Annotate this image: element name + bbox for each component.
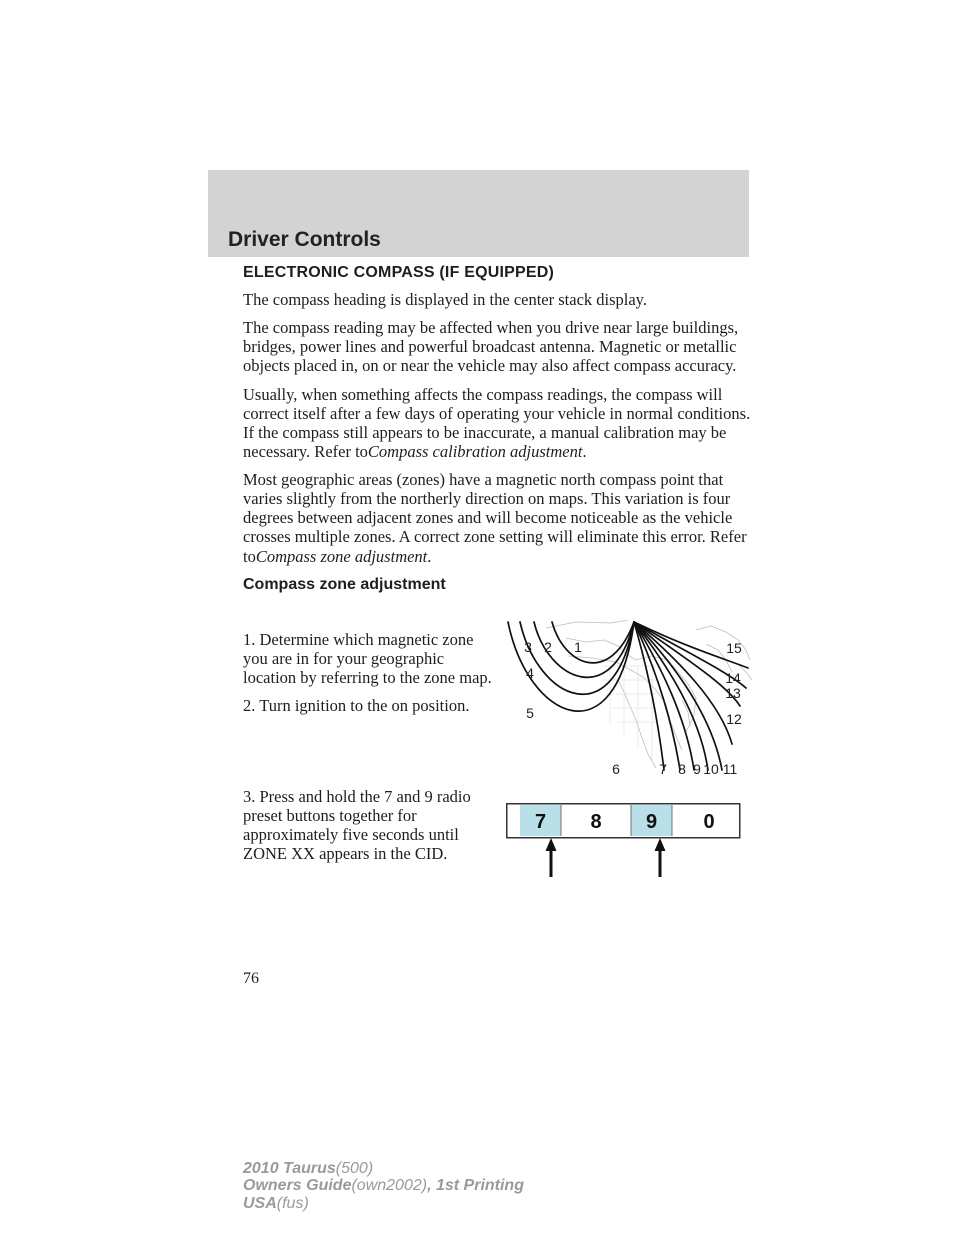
preset-9-label: 9 xyxy=(645,811,658,833)
zone-adjustment-reference: Compass zone adjustment xyxy=(255,546,428,566)
zone-line xyxy=(634,622,740,706)
footer-market-code: (fus) xyxy=(276,1194,309,1212)
radio-preset-buttons-figure xyxy=(506,803,752,881)
step-list-top xyxy=(243,630,493,725)
document-footer xyxy=(243,1160,524,1212)
zone-label-2: 2 xyxy=(544,639,552,655)
footer-model: 2010 Taurus xyxy=(243,1160,336,1177)
zone-label-7: 7 xyxy=(659,761,667,777)
zone-label-14: 14 xyxy=(725,670,741,686)
page-number: 76 xyxy=(243,970,259,987)
footer-market: USA xyxy=(243,1194,277,1212)
footer-guide-code: (own2002) xyxy=(351,1177,428,1195)
subsection-heading: Compass zone adjustment xyxy=(243,575,446,593)
paragraph-calibration-text: Usually, when something affects the compass readings, the compass will correct itself after a few days of operating your vehicle in normal conditions. If the compass still appears to be inaccurate, a manual calibration may be necessary. Refer to xyxy=(243,384,751,461)
paragraph-calibration: Usually, when something affects the compass readings, the compass will correct itself after a few days of operating your vehicle in normal conditions. If the compass still appears to be inaccurate, a manual calibration may be necessary. Refer toCompass calibration adjustment. xyxy=(243,384,751,461)
zone-label-10: 10 xyxy=(703,761,719,777)
footer-model-code: (500) xyxy=(335,1160,374,1177)
section-heading: ELECTRONIC COMPASS (IF EQUIPPED) xyxy=(243,264,555,281)
zone-label-6: 6 xyxy=(612,761,620,777)
paragraph-zones-text: Most geographic areas (zones) have a magnetic north compass point that varies slightly from the northerly direction on maps. This variation is four degrees between adjacent zones and will become noticeable as the vehicle crosses multiple zones. A correct zone setting will eliminate this error. Refer to xyxy=(243,470,747,566)
magnetic-zone-map xyxy=(506,620,752,780)
paragraph-display: The compass heading is displayed in the center stack display. xyxy=(243,290,647,309)
zone-label-8: 8 xyxy=(678,761,686,777)
zone-label-13: 13 xyxy=(725,685,741,701)
zone-label-5: 5 xyxy=(526,705,534,721)
zone-label-9: 9 xyxy=(693,761,701,777)
zone-label-15: 15 xyxy=(726,640,742,656)
preset-8-label: 8 xyxy=(590,811,602,833)
main-content xyxy=(243,264,751,601)
step-1: 1. Determine which magnetic zone you are in for your geographic location by referring to the zone map. xyxy=(243,630,492,688)
calibration-reference: Compass calibration adjustment xyxy=(367,441,583,461)
zone-label-1: 1 xyxy=(574,639,582,655)
zone-label-3: 3 xyxy=(524,639,532,655)
preset-0-label: 0 xyxy=(703,811,715,833)
zone-line xyxy=(634,622,708,770)
section-header-band xyxy=(208,170,749,257)
paragraph-interference: The compass reading may be affected when you drive near large buildings, bridges, power lines and powerful broadcast antenna. Magnetic or metallic objects placed in, on or near the vehicle may also affect compass accuracy. xyxy=(243,318,739,376)
paragraph-zones: Most geographic areas (zones) have a magnetic north compass point that varies slightly from the northerly direction on maps. This variation is four degrees between adjacent zones and will become noticeable as the vehicle crosses multiple zones. A correct zone setting will eliminate this error. Refer toCompass zone adjustment. xyxy=(243,470,747,566)
zone-label-12: 12 xyxy=(726,711,742,727)
preset-7-label: 7 xyxy=(534,811,547,833)
zone-label-4: 4 xyxy=(526,665,534,681)
arrow-to-preset-7-icon xyxy=(546,838,557,877)
section-title: Driver Controls xyxy=(228,228,381,251)
zone-map-figure xyxy=(506,620,752,780)
arrow-to-preset-9-icon xyxy=(655,838,666,877)
footer-guide: Owners Guide xyxy=(243,1177,352,1195)
step-2: 2. Turn ignition to the on position. xyxy=(243,696,470,716)
step-3: 3. Press and hold the 7 and 9 radio preset buttons together for approximately five seconds until ZONE XX appears in the CID. xyxy=(243,787,471,864)
zone-label-11: 11 xyxy=(722,761,738,777)
footer-printing: , 1st Printing xyxy=(427,1177,524,1195)
zone-line xyxy=(552,622,634,663)
step-list-bottom xyxy=(243,787,493,873)
